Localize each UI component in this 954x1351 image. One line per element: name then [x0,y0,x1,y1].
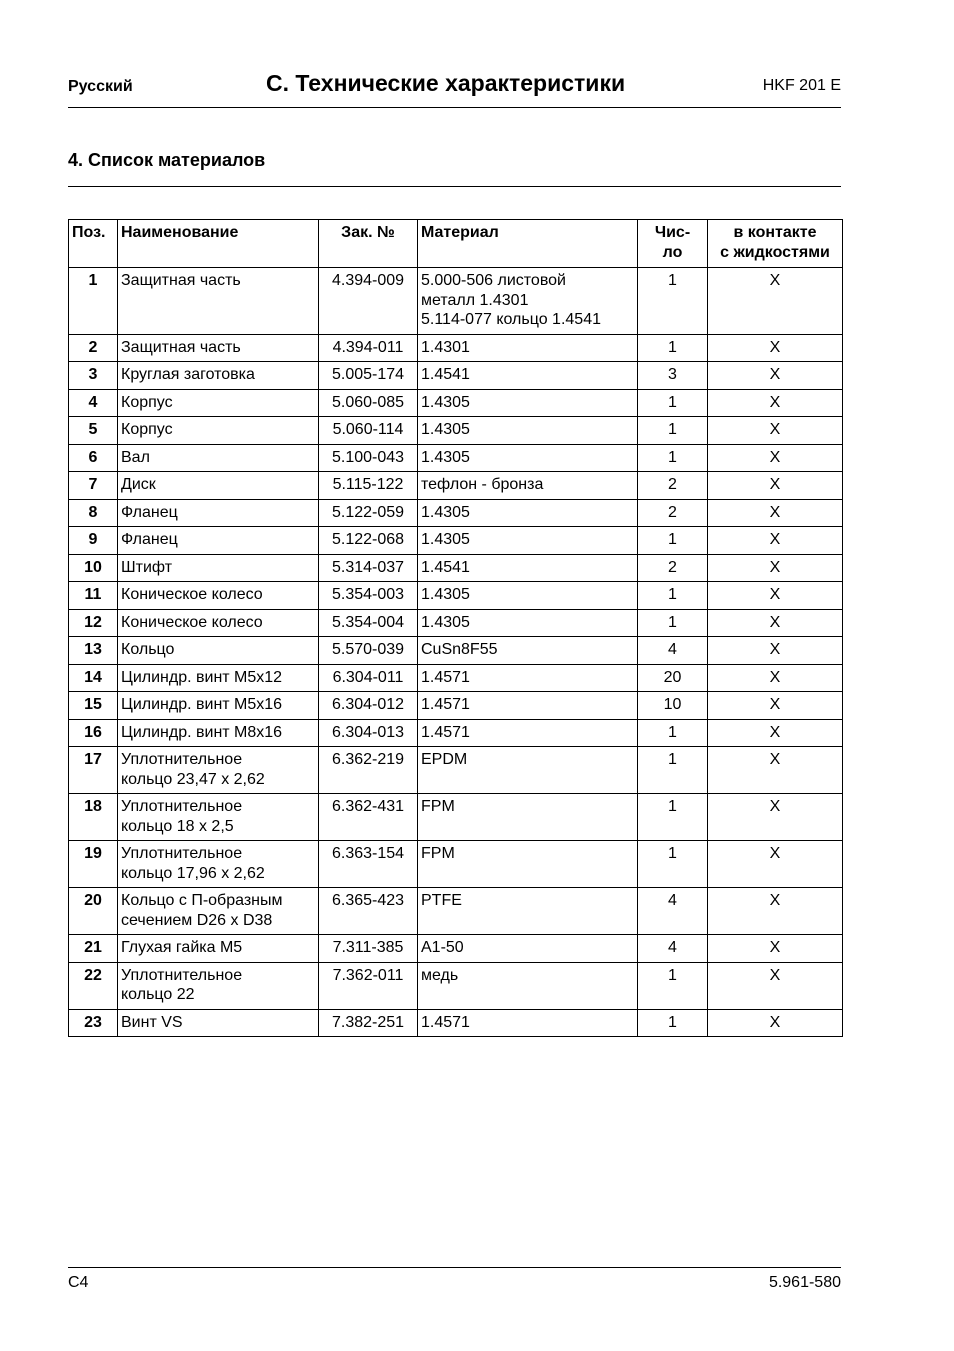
cell-material: 1.4305 [418,609,638,637]
cell-order-number: 6.362-219 [319,747,418,794]
cell-name: Цилиндр. винт M5x16 [118,692,319,720]
cell-position: 18 [69,794,118,841]
cell-order-number: 5.005-174 [319,362,418,390]
cell-order-number: 6.362-431 [319,794,418,841]
col-header-liquid-contact: в контакте с жидкостями [708,220,843,268]
cell-position: 22 [69,962,118,1009]
cell-liquid-contact: X [708,417,843,445]
cell-material: 1.4305 [418,389,638,417]
cell-material: 1.4305 [418,527,638,555]
cell-position: 11 [69,582,118,610]
cell-order-number: 6.304-012 [319,692,418,720]
table-row [69,472,843,500]
cell-material: A1-50 [418,935,638,963]
table-row [69,527,843,555]
cell-name: Коническое колесо [118,582,319,610]
table-row [69,362,843,390]
cell-liquid-contact: X [708,962,843,1009]
table-row [69,637,843,665]
cell-quantity: 2 [638,554,708,582]
cell-name: Кольцо с П-образным сечением D26 x D38 [118,888,319,935]
cell-order-number: 7.311-385 [319,935,418,963]
cell-position: 7 [69,472,118,500]
cell-quantity: 4 [638,637,708,665]
cell-liquid-contact: X [708,637,843,665]
cell-order-number: 6.363-154 [319,841,418,888]
section-divider [68,186,841,187]
cell-position: 3 [69,362,118,390]
cell-order-number: 5.100-043 [319,444,418,472]
cell-position: 9 [69,527,118,555]
cell-order-number: 5.115-122 [319,472,418,500]
cell-material: тефлон - бронза [418,472,638,500]
cell-position: 16 [69,719,118,747]
cell-liquid-contact: X [708,362,843,390]
cell-position: 1 [69,268,118,335]
cell-name: Защитная часть [118,268,319,335]
cell-quantity: 3 [638,362,708,390]
table-row [69,334,843,362]
cell-order-number: 5.122-068 [319,527,418,555]
col-header-material: Материал [418,220,638,268]
cell-name: Фланец [118,527,319,555]
cell-material: 1.4305 [418,582,638,610]
cell-quantity: 1 [638,719,708,747]
header-divider [68,107,841,108]
cell-order-number: 4.394-009 [319,268,418,335]
cell-order-number: 5.314-037 [319,554,418,582]
cell-liquid-contact: X [708,582,843,610]
col-header-pos: Поз. [69,220,118,268]
cell-liquid-contact: X [708,527,843,555]
cell-liquid-contact: X [708,692,843,720]
cell-order-number: 5.354-004 [319,609,418,637]
table-row [69,582,843,610]
cell-liquid-contact: X [708,389,843,417]
cell-liquid-contact: X [708,794,843,841]
cell-name: Корпус [118,417,319,445]
cell-material: FPM [418,794,638,841]
cell-material: PTFE [418,888,638,935]
cell-liquid-contact: X [708,664,843,692]
cell-material: медь [418,962,638,1009]
cell-order-number: 6.304-013 [319,719,418,747]
cell-order-number: 5.060-085 [319,389,418,417]
cell-order-number: 5.354-003 [319,582,418,610]
cell-quantity: 1 [638,527,708,555]
cell-material: 1.4541 [418,554,638,582]
cell-name: Корпус [118,389,319,417]
cell-material: 1.4301 [418,334,638,362]
cell-material: 1.4571 [418,664,638,692]
cell-position: 23 [69,1009,118,1037]
table-row [69,888,843,935]
cell-quantity: 2 [638,499,708,527]
cell-name: Цилиндр. винт M5x12 [118,664,319,692]
page-number: C4 [68,1274,89,1291]
cell-quantity: 1 [638,389,708,417]
table-row [69,935,843,963]
cell-position: 14 [69,664,118,692]
cell-quantity: 1 [638,334,708,362]
model-code: HKF 201 E [762,77,841,94]
cell-quantity: 4 [638,935,708,963]
cell-order-number: 7.362-011 [319,962,418,1009]
cell-material: CuSn8F55 [418,637,638,665]
table-row [69,417,843,445]
cell-name: Винт VS [118,1009,319,1037]
cell-liquid-contact: X [708,472,843,500]
cell-position: 17 [69,747,118,794]
table-body [69,268,843,1037]
cell-order-number: 5.122-059 [319,499,418,527]
cell-position: 15 [69,692,118,720]
cell-quantity: 2 [638,472,708,500]
cell-name: Штифт [118,554,319,582]
table-row [69,664,843,692]
table-row [69,554,843,582]
col-header-order-number: Зак. № [319,220,418,268]
cell-liquid-contact: X [708,1009,843,1037]
cell-liquid-contact: X [708,747,843,794]
cell-liquid-contact: X [708,499,843,527]
cell-name: Уплотнительное кольцо 23,47 x 2,62 [118,747,319,794]
cell-name: Кольцо [118,637,319,665]
table-row [69,389,843,417]
page-title: C. Технические характеристики [266,70,626,96]
cell-position: 8 [69,499,118,527]
cell-material: 1.4571 [418,692,638,720]
cell-name: Уплотнительное кольцо 22 [118,962,319,1009]
table-row [69,609,843,637]
cell-name: Круглая заготовка [118,362,319,390]
cell-liquid-contact: X [708,841,843,888]
col-header-name: Наименование [118,220,319,268]
document-number: 5.961-580 [768,1274,841,1291]
cell-name: Диск [118,472,319,500]
table-row [69,747,843,794]
table-row [69,499,843,527]
cell-order-number: 7.382-251 [319,1009,418,1037]
cell-material: 5.000-506 листовой металл 1.4301 5.114-077 кольцо 1.4541 [418,268,638,335]
materials-table [68,219,843,1037]
cell-position: 20 [69,888,118,935]
cell-liquid-contact: X [708,268,843,335]
table-row [69,268,843,335]
cell-quantity: 1 [638,841,708,888]
cell-quantity: 4 [638,888,708,935]
cell-name: Цилиндр. винт M8x16 [118,719,319,747]
cell-position: 21 [69,935,118,963]
cell-quantity: 1 [638,268,708,335]
table-row [69,444,843,472]
cell-material: 1.4571 [418,1009,638,1037]
cell-material: 1.4305 [418,499,638,527]
cell-position: 10 [69,554,118,582]
cell-position: 6 [69,444,118,472]
table-row [69,692,843,720]
cell-name: Фланец [118,499,319,527]
cell-quantity: 10 [638,692,708,720]
cell-quantity: 1 [638,582,708,610]
cell-liquid-contact: X [708,444,843,472]
cell-position: 12 [69,609,118,637]
table-row [69,719,843,747]
cell-quantity: 1 [638,962,708,1009]
cell-position: 2 [69,334,118,362]
cell-position: 4 [69,389,118,417]
cell-material: FPM [418,841,638,888]
cell-liquid-contact: X [708,935,843,963]
cell-position: 5 [69,417,118,445]
cell-quantity: 1 [638,444,708,472]
section-title: 4. Список материалов [68,150,266,170]
table-row [69,794,843,841]
cell-material: 1.4305 [418,444,638,472]
cell-order-number: 5.060-114 [319,417,418,445]
table-header-row [69,220,843,268]
cell-quantity: 1 [638,417,708,445]
cell-liquid-contact: X [708,719,843,747]
cell-material: 1.4571 [418,719,638,747]
cell-order-number: 5.570-039 [319,637,418,665]
cell-name: Уплотнительное кольцо 17,96 x 2,62 [118,841,319,888]
cell-name: Защитная часть [118,334,319,362]
cell-quantity: 20 [638,664,708,692]
cell-order-number: 6.304-011 [319,664,418,692]
cell-quantity: 1 [638,1009,708,1037]
cell-material: EPDM [418,747,638,794]
cell-name: Уплотнительное кольцо 18 x 2,5 [118,794,319,841]
table-row [69,962,843,1009]
cell-liquid-contact: X [708,554,843,582]
cell-name: Глухая гайка M5 [118,935,319,963]
cell-order-number: 6.365-423 [319,888,418,935]
cell-name: Коническое колесо [118,609,319,637]
table-row [69,1009,843,1037]
cell-quantity: 1 [638,794,708,841]
col-header-quantity: Чис- ло [638,220,708,268]
table-row [69,841,843,888]
cell-order-number: 4.394-011 [319,334,418,362]
cell-liquid-contact: X [708,609,843,637]
cell-material: 1.4305 [418,417,638,445]
cell-position: 19 [69,841,118,888]
cell-liquid-contact: X [708,334,843,362]
cell-name: Вал [118,444,319,472]
cell-quantity: 1 [638,747,708,794]
cell-position: 13 [69,637,118,665]
footer-divider [68,1267,841,1268]
cell-material: 1.4541 [418,362,638,390]
cell-liquid-contact: X [708,888,843,935]
cell-quantity: 1 [638,609,708,637]
header-language: Русский [68,78,133,95]
